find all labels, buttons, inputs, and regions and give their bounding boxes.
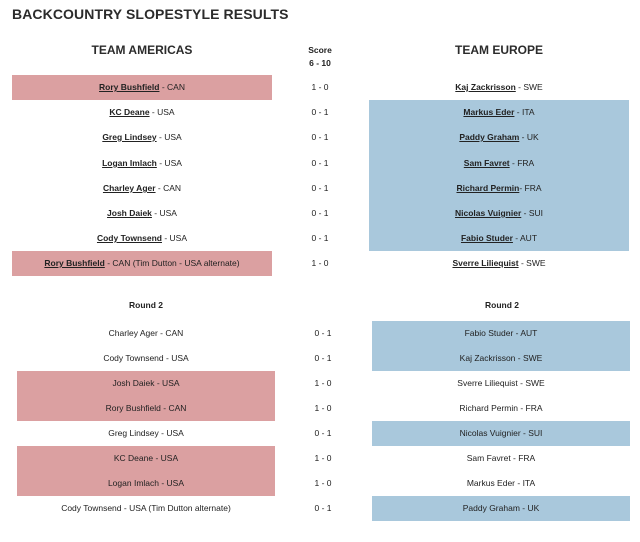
athlete-link[interactable]: Rory Bushfield bbox=[44, 258, 105, 268]
round2-americas-athlete: Cody Townsend - USA (Tim Dutton alternate) bbox=[61, 503, 231, 513]
americas-athlete-row bbox=[12, 125, 272, 150]
athlete-country: - SUI bbox=[521, 208, 544, 218]
round2-americas-header: Round 2 bbox=[129, 300, 163, 310]
americas-athlete-row bbox=[12, 251, 272, 276]
europe-athlete-row bbox=[369, 226, 629, 251]
round2-europe-athlete: Fabio Studer - AUT bbox=[464, 328, 538, 338]
round2-europe-athlete: Nicolas Vuignier - SUI bbox=[459, 428, 543, 438]
score-header-label: Score bbox=[308, 45, 332, 55]
round2-europe-header: Round 2 bbox=[485, 300, 519, 310]
athlete-link[interactable]: Rory Bushfield bbox=[99, 82, 160, 92]
athlete-link[interactable]: Sverre Liliequist bbox=[452, 258, 519, 268]
round2-americas-athlete: Greg Lindsey - USA bbox=[108, 428, 184, 438]
europe-athlete-row bbox=[369, 201, 629, 226]
page-title: BACKCOUNTRY SLOPESTYLE RESULTS bbox=[12, 6, 289, 22]
europe-athlete-row bbox=[369, 125, 629, 150]
athlete-country: - UK bbox=[519, 132, 539, 142]
athlete-country: - USA bbox=[156, 158, 182, 168]
europe-athlete-row bbox=[369, 100, 629, 125]
round2-europe-athlete: Kaj Zackrisson - SWE bbox=[459, 353, 543, 363]
athlete-link[interactable]: Richard Permin bbox=[456, 183, 520, 193]
athlete-country: - FRA bbox=[509, 158, 535, 168]
round2-americas-athlete: Rory Bushfield - CAN bbox=[105, 403, 187, 413]
athlete-country: - ITA bbox=[514, 107, 535, 117]
athlete-link[interactable]: Fabio Studer bbox=[460, 233, 513, 243]
athlete-country: - AUT bbox=[512, 233, 538, 243]
athlete-country: - USA bbox=[156, 132, 182, 142]
americas-athlete-row bbox=[12, 226, 272, 251]
athlete-link[interactable]: Paddy Graham bbox=[459, 132, 520, 142]
athlete-link[interactable]: Charley Ager bbox=[102, 183, 156, 193]
athlete-country: - USA bbox=[149, 107, 175, 117]
match-score: 0 - 1 bbox=[311, 158, 329, 168]
athlete-link[interactable]: Nicolas Vuignier bbox=[454, 208, 522, 218]
americas-athlete-row bbox=[12, 176, 272, 201]
americas-athlete-row bbox=[12, 75, 272, 100]
round2-americas-athlete: Josh Daiek - USA bbox=[112, 378, 180, 388]
athlete-country: - SWE bbox=[515, 82, 543, 92]
match-score: 0 - 1 bbox=[311, 183, 329, 193]
athlete-country: - USA bbox=[151, 208, 177, 218]
athlete-link[interactable]: Josh Daiek bbox=[107, 208, 152, 218]
round2-europe-athlete: Paddy Graham - UK bbox=[462, 503, 540, 513]
match-score: 1 - 0 bbox=[314, 453, 332, 463]
round2-europe-athlete: Richard Permin - FRA bbox=[459, 403, 543, 413]
athlete-link[interactable]: Kaj Zackrisson bbox=[455, 82, 516, 92]
match-score: 1 - 0 bbox=[314, 478, 332, 488]
round2-europe-athlete: Sam Favret - FRA bbox=[466, 453, 536, 463]
athlete-link[interactable]: Greg Lindsey bbox=[102, 132, 157, 142]
round2-americas-athlete: Charley Ager - CAN bbox=[108, 328, 184, 338]
americas-athlete-row bbox=[12, 201, 272, 226]
europe-athlete-row bbox=[369, 75, 629, 100]
team-europe-header: TEAM EUROPE bbox=[454, 43, 543, 57]
europe-athlete-row bbox=[369, 176, 629, 201]
athlete-country: - USA bbox=[161, 233, 188, 243]
americas-athlete-row bbox=[12, 100, 272, 125]
match-score: 1 - 0 bbox=[314, 378, 332, 388]
match-score: 0 - 1 bbox=[311, 107, 329, 117]
athlete-country: - SWE bbox=[518, 258, 546, 268]
athlete-link[interactable]: Cody Townsend bbox=[96, 233, 162, 243]
round2-americas-athlete: Cody Townsend - USA bbox=[103, 353, 189, 363]
athlete-country: - CAN bbox=[159, 82, 185, 92]
athlete-link[interactable]: Logan Imlach bbox=[102, 158, 157, 168]
round2-europe-athlete: Markus Eder - ITA bbox=[466, 478, 536, 488]
team-americas-header: TEAM AMERICAS bbox=[91, 43, 193, 57]
round2-americas-athlete: KC Deane - USA bbox=[113, 453, 179, 463]
americas-athlete-row bbox=[12, 151, 272, 176]
athlete-country: - CAN bbox=[155, 183, 182, 193]
match-score: 1 - 0 bbox=[314, 403, 332, 413]
round2-americas-athlete: Logan Imlach - USA bbox=[107, 478, 185, 488]
match-score: 1 - 0 bbox=[311, 82, 329, 92]
athlete-link[interactable]: KC Deane bbox=[109, 107, 150, 117]
athlete-link[interactable]: Markus Eder bbox=[463, 107, 515, 117]
match-score: 1 - 0 bbox=[311, 258, 329, 268]
match-score: 0 - 1 bbox=[314, 328, 332, 338]
athlete-country: - FRA bbox=[519, 183, 542, 193]
round2-europe-athlete: Sverre Liliequist - SWE bbox=[457, 378, 545, 388]
europe-athlete-row bbox=[369, 151, 629, 176]
score-header bbox=[296, 44, 344, 70]
athlete-link[interactable]: Sam Favret bbox=[463, 158, 510, 168]
match-score: 0 - 1 bbox=[311, 233, 329, 243]
match-score: 0 - 1 bbox=[314, 428, 332, 438]
match-score: 0 - 1 bbox=[314, 503, 332, 513]
match-score: 0 - 1 bbox=[314, 353, 332, 363]
match-score: 0 - 1 bbox=[311, 208, 329, 218]
match-score: 0 - 1 bbox=[311, 132, 329, 142]
score-header-range: 6 - 10 bbox=[309, 58, 331, 68]
europe-athlete-row bbox=[369, 251, 629, 276]
athlete-country: - CAN (Tim Dutton - USA alternate) bbox=[104, 258, 240, 268]
